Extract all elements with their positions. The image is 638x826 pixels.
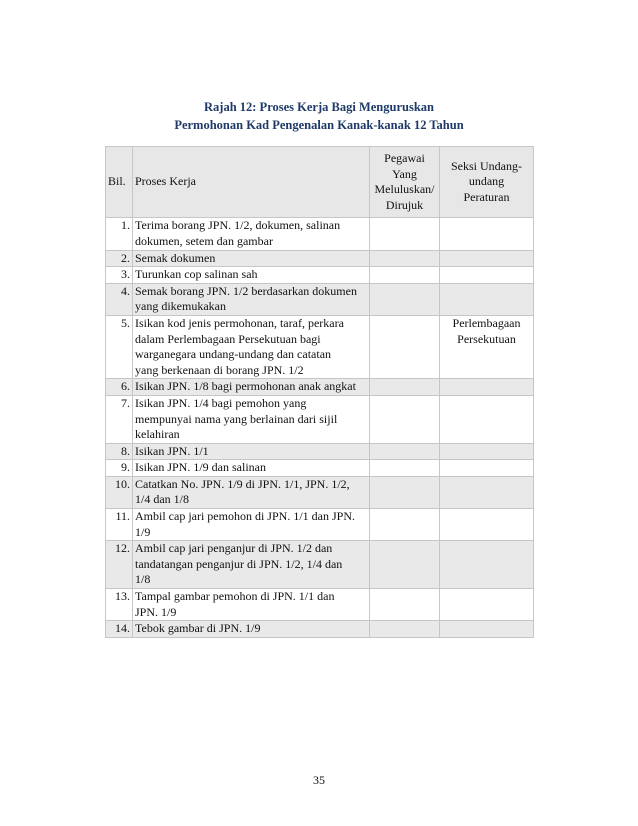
pegawai-cell [370, 589, 440, 621]
table-row [106, 315, 534, 378]
pegawai-cell [370, 443, 440, 460]
row-number: 10. [106, 476, 133, 508]
row-number: 12. [106, 541, 133, 589]
pegawai-cell [370, 509, 440, 541]
process-step [133, 621, 370, 638]
row-number: 2. [106, 250, 133, 267]
seksi-cell [440, 509, 534, 541]
table-row [106, 476, 534, 508]
process-step-line: tandatangan penganjur di JPN. 1/2, 1/4 dan [135, 556, 343, 571]
table-row [106, 218, 534, 250]
process-table [105, 146, 534, 638]
seksi-cell [440, 315, 534, 378]
process-step [133, 379, 370, 396]
seksi-cell [440, 283, 534, 315]
table-row [106, 460, 534, 477]
header-seksi: Seksi Undang- undang Peraturan [440, 147, 534, 218]
pegawai-cell [370, 395, 440, 443]
process-step-line: 1/4 dan 1/8 [135, 492, 189, 507]
process-step [133, 218, 370, 250]
process-step [133, 250, 370, 267]
process-step-line: 1/9 [135, 524, 151, 539]
process-step-line: JPN. 1/9 [135, 604, 177, 619]
pegawai-cell [370, 315, 440, 378]
seksi-cell [440, 250, 534, 267]
process-step-line: Isikan JPN. 1/1 [135, 443, 209, 458]
seksi-cell [440, 541, 534, 589]
table-row [106, 541, 534, 589]
row-number: 13. [106, 589, 133, 621]
table-row [106, 443, 534, 460]
process-step [133, 315, 370, 378]
process-step-line: dokumen, setem dan gambar [135, 233, 273, 248]
pegawai-cell [370, 250, 440, 267]
table-row [106, 589, 534, 621]
seksi-cell [440, 589, 534, 621]
pegawai-cell [370, 621, 440, 638]
process-step [133, 267, 370, 284]
process-step-line: Semak borang JPN. 1/2 berdasarkan dokumen [135, 283, 357, 298]
pegawai-cell [370, 541, 440, 589]
pegawai-cell [370, 267, 440, 284]
pegawai-cell [370, 379, 440, 396]
process-step-line: yang berkenaan di borang JPN. 1/2 [135, 362, 304, 377]
seksi-line: Persekutuan [457, 331, 516, 346]
process-step-line: Isikan kod jenis permohonan, taraf, perkara [135, 315, 344, 330]
table-row [106, 250, 534, 267]
process-step-line: Isikan JPN. 1/4 bagi pemohon yang [135, 395, 307, 410]
table-row [106, 379, 534, 396]
table-row [106, 395, 534, 443]
process-step-line: Ambil cap jari pemohon di JPN. 1/1 dan JPN. [135, 509, 355, 524]
pegawai-cell [370, 218, 440, 250]
process-step-line: Isikan JPN. 1/9 dan salinan [135, 460, 266, 475]
table-row [106, 509, 534, 541]
seksi-line: Perlembagaan [452, 315, 521, 330]
row-number: 3. [106, 267, 133, 284]
process-step-line: Terima borang JPN. 1/2, dokumen, salinan [135, 218, 341, 233]
process-step-line: warganegara undang-undang dan catatan [135, 347, 332, 362]
row-number: 8. [106, 443, 133, 460]
header-bil: Bil. [106, 147, 133, 218]
row-number: 14. [106, 621, 133, 638]
process-step-line: Tampal gambar pemohon di JPN. 1/1 dan [135, 589, 335, 604]
seksi-cell [440, 460, 534, 477]
table-row [106, 283, 534, 315]
table-row [106, 621, 534, 638]
process-step [133, 541, 370, 589]
header-pegawai: Pegawai Yang Meluluskan/ Dirujuk [370, 147, 440, 218]
process-step-line: kelahiran [135, 427, 180, 442]
table-row [106, 267, 534, 284]
process-step-line: Semak dokumen [135, 250, 216, 265]
caption-line-1: Rajah 12: Proses Kerja Bagi Menguruskan [204, 100, 434, 114]
seksi-cell [440, 379, 534, 396]
row-number: 9. [106, 460, 133, 477]
seksi-cell [440, 395, 534, 443]
table-body [106, 218, 534, 637]
row-number: 11. [106, 509, 133, 541]
row-number: 5. [106, 315, 133, 378]
header-proses-kerja: Proses Kerja [133, 147, 370, 218]
seksi-cell [440, 218, 534, 250]
row-number: 6. [106, 379, 133, 396]
row-number: 4. [106, 283, 133, 315]
page-number: 35 [313, 773, 325, 787]
process-step-line: Ambil cap jari penganjur di JPN. 1/2 dan [135, 541, 333, 556]
process-step [133, 509, 370, 541]
process-step [133, 395, 370, 443]
process-step-line: Tebok gambar di JPN. 1/9 [135, 621, 261, 636]
seksi-cell [440, 267, 534, 284]
process-step-line: mempunyai nama yang berlainan dari sijil [135, 411, 338, 426]
figure-caption [0, 98, 638, 134]
process-step [133, 443, 370, 460]
row-number: 7. [106, 395, 133, 443]
pegawai-cell [370, 476, 440, 508]
pegawai-cell [370, 460, 440, 477]
caption-line-2: Permohonan Kad Pengenalan Kanak-kanak 12 Tahun [174, 118, 464, 132]
process-step [133, 283, 370, 315]
table-header-row [106, 147, 534, 218]
process-step [133, 460, 370, 477]
process-step [133, 476, 370, 508]
process-step-line: yang dikemukakan [135, 299, 226, 314]
seksi-cell [440, 443, 534, 460]
seksi-cell [440, 476, 534, 508]
process-step-line: Turunkan cop salinan sah [135, 267, 258, 282]
process-step [133, 589, 370, 621]
process-step-line: dalam Perlembagaan Persekutuan bagi [135, 331, 321, 346]
seksi-cell [440, 621, 534, 638]
process-step-line: Catatkan No. JPN. 1/9 di JPN. 1/1, JPN. 1/2, [135, 476, 350, 491]
pegawai-cell [370, 283, 440, 315]
process-step-line: 1/8 [135, 572, 151, 587]
process-step-line: Isikan JPN. 1/8 bagi permohonan anak angkat [135, 379, 356, 394]
row-number: 1. [106, 218, 133, 250]
